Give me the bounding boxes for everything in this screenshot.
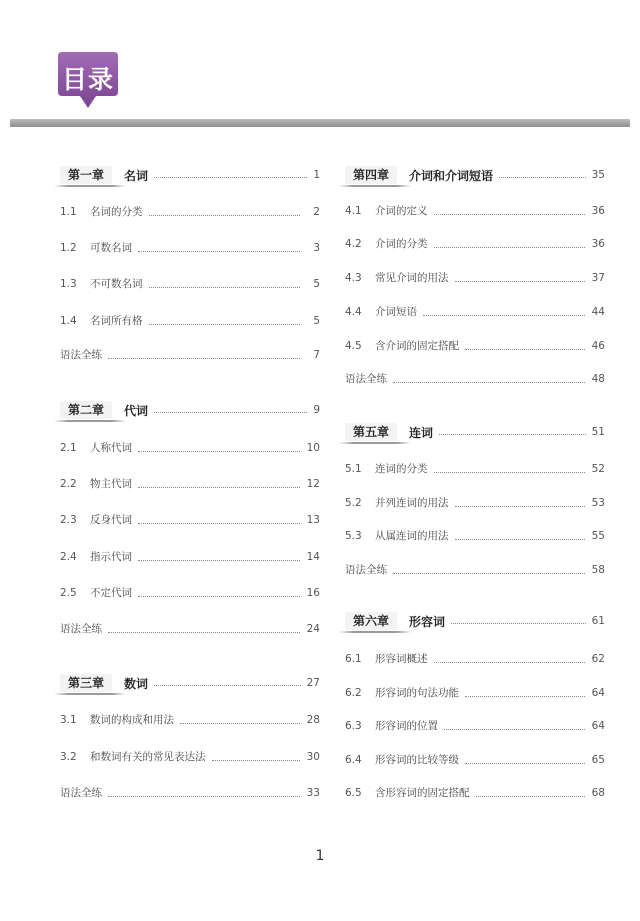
page-ref: 14	[306, 551, 320, 563]
chapter-title: 形容词	[409, 614, 446, 629]
leader-dots	[499, 177, 586, 178]
practice-title: 语法全练	[60, 349, 102, 361]
section-number: 2.4	[60, 551, 77, 563]
page-ref: 52	[591, 463, 605, 475]
section-number: 6.3	[345, 720, 362, 732]
section-number: 4.4	[345, 306, 362, 318]
section-title: 名词的分类	[90, 206, 143, 218]
toc-entry[interactable]	[345, 271, 605, 285]
toc-entry[interactable]	[345, 339, 605, 353]
page-ref: 12	[306, 478, 320, 490]
leader-dots	[138, 251, 300, 252]
leader-dots	[434, 472, 586, 473]
toc-entry[interactable]	[60, 205, 320, 219]
section-number: 1.2	[60, 242, 77, 254]
page-ref: 61	[591, 615, 605, 627]
leader-dots	[138, 523, 300, 524]
section-title: 不定代词	[90, 587, 132, 599]
toc-practice-entry[interactable]	[345, 563, 605, 577]
section-title: 指示代词	[90, 551, 132, 563]
chapter-tab: 第一章	[60, 166, 112, 184]
section-number: 3.2	[60, 751, 77, 763]
page-ref: 53	[591, 497, 605, 509]
leader-dots	[465, 696, 585, 697]
section-number: 2.3	[60, 514, 77, 526]
leader-dots	[434, 662, 586, 663]
page-ref: 30	[306, 751, 320, 763]
section-number: 5.2	[345, 497, 362, 509]
practice-title: 语法全练	[60, 623, 102, 635]
section-number: 2.1	[60, 442, 77, 454]
leader-dots	[149, 324, 301, 325]
section-number: 4.5	[345, 340, 362, 352]
page-ref: 7	[313, 349, 320, 361]
section-title: 不可数名词	[90, 278, 143, 290]
chapter-title: 数词	[124, 676, 149, 691]
page-ref: 13	[306, 514, 320, 526]
section-title: 名词所有格	[90, 315, 143, 327]
toc-entry[interactable]	[345, 786, 605, 800]
leader-dots	[180, 723, 300, 724]
section-title: 介词短语	[375, 306, 417, 318]
section-title: 从属连词的用法	[375, 530, 449, 542]
toc-entry[interactable]	[60, 314, 320, 328]
leader-dots	[108, 358, 300, 359]
toc-entry[interactable]	[345, 204, 605, 218]
chapter-tab: 第四章	[345, 166, 397, 184]
page-ref: 9	[313, 404, 320, 416]
leader-dots	[393, 573, 585, 574]
section-number: 5.3	[345, 530, 362, 542]
leader-dots	[212, 760, 301, 761]
header-divider	[10, 119, 630, 127]
toc-practice-entry[interactable]	[60, 348, 320, 362]
toc-entry[interactable]	[60, 277, 320, 291]
leader-dots	[138, 451, 300, 452]
leader-dots	[444, 729, 585, 730]
section-title: 人称代词	[90, 442, 132, 454]
toc-entry[interactable]	[60, 550, 320, 564]
page-ref: 16	[306, 587, 320, 599]
page-ref: 36	[591, 238, 605, 250]
section-title: 介词的分类	[375, 238, 428, 250]
page-ref: 33	[306, 787, 320, 799]
leader-dots	[154, 412, 307, 413]
leader-dots	[149, 215, 301, 216]
page-ref: 46	[591, 340, 605, 352]
practice-title: 语法全练	[345, 564, 387, 576]
page-title: 目录	[61, 65, 114, 94]
chapter-tab: 第三章	[60, 674, 112, 692]
leader-dots	[138, 487, 300, 488]
leader-dots	[455, 281, 586, 282]
chapter-6[interactable]	[345, 610, 605, 632]
leader-dots	[465, 349, 585, 350]
page-ref: 35	[591, 169, 605, 181]
section-number: 3.1	[60, 714, 77, 726]
page-ref: 68	[591, 787, 605, 799]
toc-entry[interactable]	[60, 441, 320, 455]
toc-entry[interactable]	[60, 750, 320, 764]
section-title: 形容词的位置	[375, 720, 438, 732]
section-title: 介词的定义	[375, 205, 428, 217]
leader-dots	[423, 315, 585, 316]
practice-title: 语法全练	[345, 373, 387, 385]
leader-dots	[138, 596, 300, 597]
page-ref: 5	[313, 278, 320, 290]
page-ref: 58	[591, 564, 605, 576]
page-ref: 5	[313, 315, 320, 327]
leader-dots	[465, 763, 585, 764]
section-number: 2.5	[60, 587, 77, 599]
leader-dots	[434, 247, 586, 248]
leader-dots	[154, 685, 301, 686]
section-title: 连词的分类	[375, 463, 428, 475]
chapter-title: 连词	[409, 425, 434, 440]
section-number: 6.1	[345, 653, 362, 665]
chapter-tab: 第六章	[345, 612, 397, 630]
section-number: 5.1	[345, 463, 362, 475]
leader-dots	[108, 796, 300, 797]
section-title: 物主代词	[90, 478, 132, 490]
chapter-1[interactable]	[60, 164, 320, 186]
section-number: 4.2	[345, 238, 362, 250]
practice-title: 语法全练	[60, 787, 102, 799]
toc-entry[interactable]	[60, 713, 320, 727]
page-ref: 2	[313, 206, 320, 218]
toc-entry[interactable]	[60, 513, 320, 527]
leader-dots	[149, 287, 301, 288]
page-ref: 10	[306, 442, 320, 454]
section-title: 形容词的句法功能	[375, 687, 459, 699]
leader-dots	[451, 623, 586, 624]
page-ref: 28	[306, 714, 320, 726]
leader-dots	[476, 796, 586, 797]
section-title: 反身代词	[90, 514, 132, 526]
section-number: 1.1	[60, 206, 77, 218]
chapter-2[interactable]	[60, 399, 320, 421]
page-ref: 27	[306, 677, 320, 689]
section-number: 6.5	[345, 787, 362, 799]
leader-dots	[393, 382, 585, 383]
chapter-title: 名词	[124, 168, 149, 183]
leader-dots	[455, 539, 586, 540]
toc-practice-entry[interactable]	[345, 372, 605, 386]
toc-entry[interactable]	[345, 719, 605, 733]
section-number: 6.4	[345, 754, 362, 766]
toc-entry[interactable]	[60, 241, 320, 255]
section-number: 2.2	[60, 478, 77, 490]
toc-practice-entry[interactable]	[60, 786, 320, 800]
leader-dots	[108, 632, 300, 633]
section-title: 和数词有关的常见表达法	[90, 751, 206, 763]
toc-entry[interactable]	[345, 753, 605, 767]
page-ref: 51	[591, 426, 605, 438]
page-ref: 24	[306, 623, 320, 635]
page-number: 1	[315, 848, 325, 864]
toc-entry[interactable]	[345, 652, 605, 666]
leader-dots	[434, 214, 586, 215]
chapter-5[interactable]	[345, 421, 605, 443]
section-title: 含介词的固定搭配	[375, 340, 459, 352]
chapter-3[interactable]	[60, 672, 320, 694]
section-title: 形容词的比较等级	[375, 754, 459, 766]
leader-dots	[439, 434, 586, 435]
page-ref: 55	[591, 530, 605, 542]
page-ref: 48	[591, 373, 605, 385]
chapter-tab: 第二章	[60, 401, 112, 419]
section-title: 并列连词的用法	[375, 497, 449, 509]
toc-entry[interactable]	[345, 462, 605, 476]
page-ref: 62	[591, 653, 605, 665]
chapter-tab: 第五章	[345, 423, 397, 441]
toc-practice-entry[interactable]	[60, 622, 320, 636]
section-title: 形容词概述	[375, 653, 428, 665]
toc-entry[interactable]	[345, 237, 605, 251]
leader-dots	[154, 177, 307, 178]
page-ref: 36	[591, 205, 605, 217]
page-ref: 44	[591, 306, 605, 318]
page-ref: 64	[591, 687, 605, 699]
toc-entry[interactable]	[345, 305, 605, 319]
section-number: 1.3	[60, 278, 77, 290]
page-ref: 3	[313, 242, 320, 254]
page-ref: 65	[591, 754, 605, 766]
toc-entry[interactable]	[345, 496, 605, 510]
section-title: 可数名词	[90, 242, 132, 254]
toc-entry[interactable]	[345, 529, 605, 543]
section-title: 常见介词的用法	[375, 272, 449, 284]
section-title: 数词的构成和用法	[90, 714, 174, 726]
section-number: 1.4	[60, 315, 77, 327]
page-ref: 1	[313, 169, 320, 181]
toc-entry[interactable]	[345, 686, 605, 700]
page-ref: 37	[591, 272, 605, 284]
leader-dots	[138, 560, 300, 561]
section-number: 4.1	[345, 205, 362, 217]
toc-entry[interactable]	[60, 477, 320, 491]
section-number: 6.2	[345, 687, 362, 699]
toc-entry[interactable]	[60, 586, 320, 600]
page-ref: 64	[591, 720, 605, 732]
section-number: 4.3	[345, 272, 362, 284]
chapter-title: 介词和介词短语	[409, 168, 494, 183]
chapter-title: 代词	[124, 403, 149, 418]
section-title: 含形容词的固定搭配	[375, 787, 470, 799]
chapter-4[interactable]	[345, 164, 605, 186]
leader-dots	[455, 506, 586, 507]
